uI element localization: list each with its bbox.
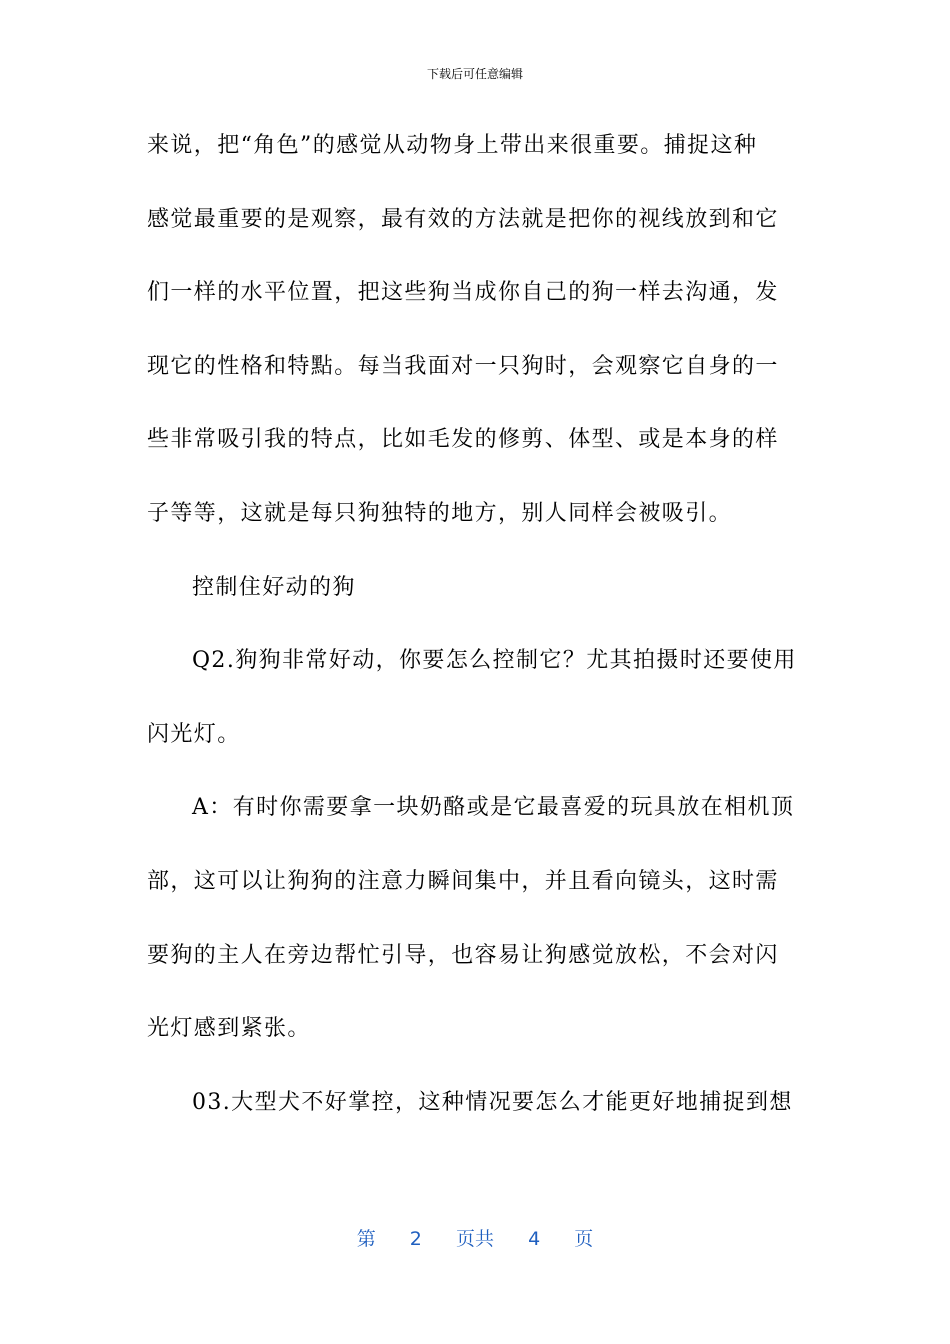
question-line: 闪光灯。 xyxy=(147,721,241,747)
answer-line: 光灯感到紧张。 xyxy=(147,1016,311,1042)
answer-line: A：有时你需要拿一块奶酪或是它最喜爱的玩具放在相机顶 xyxy=(192,795,795,821)
paragraph-line: 现它的性格和特點。每当我面对一只狗时，会观察它自身的一 xyxy=(147,353,779,379)
question-line: Q2.狗狗非常好动，你要怎么控制它？尤其拍摄时还要使用 xyxy=(192,648,797,674)
paragraph-line: 来说，把“角色”的感觉从动物身上带出来很重要。捕捉这种 xyxy=(147,133,758,158)
footer-prefix: 第 xyxy=(356,1228,376,1250)
footer-suffix: 页 xyxy=(574,1228,594,1250)
footer-middle: 页共 xyxy=(455,1228,494,1250)
answer-line: 部，这可以让狗狗的注意力瞬间集中，并且看向镜头，这时需 xyxy=(147,868,779,894)
paragraph-line: 们一样的水平位置，把这些狗当成你自己的狗一样去沟通，发 xyxy=(147,280,779,306)
paragraph-line: 感觉最重要的是观察，最有效的方法就是把你的视线放到和它 xyxy=(147,206,779,232)
section-heading: 控制住好动的狗 xyxy=(192,574,356,600)
footer-current-page: 2 xyxy=(409,1228,422,1250)
paragraph-line: 些非常吸引我的特点，比如毛发的修剪、体型、或是本身的样 xyxy=(147,427,779,453)
question-line: 03.大型犬不好掌控，这种情况要怎么才能更好地捕捉到想 xyxy=(192,1089,793,1115)
page-header: 下载后可任意编辑 xyxy=(426,67,523,81)
footer-total-pages: 4 xyxy=(528,1228,541,1250)
paragraph-line: 子等等，这就是每只狗独特的地方，别人同样会被吸引。 xyxy=(147,500,733,526)
document-body xyxy=(147,126,807,1156)
page-footer xyxy=(0,1226,950,1252)
answer-line: 要狗的主人在旁边帮忙引导，也容易让狗感觉放松，不会对闪 xyxy=(147,942,779,968)
